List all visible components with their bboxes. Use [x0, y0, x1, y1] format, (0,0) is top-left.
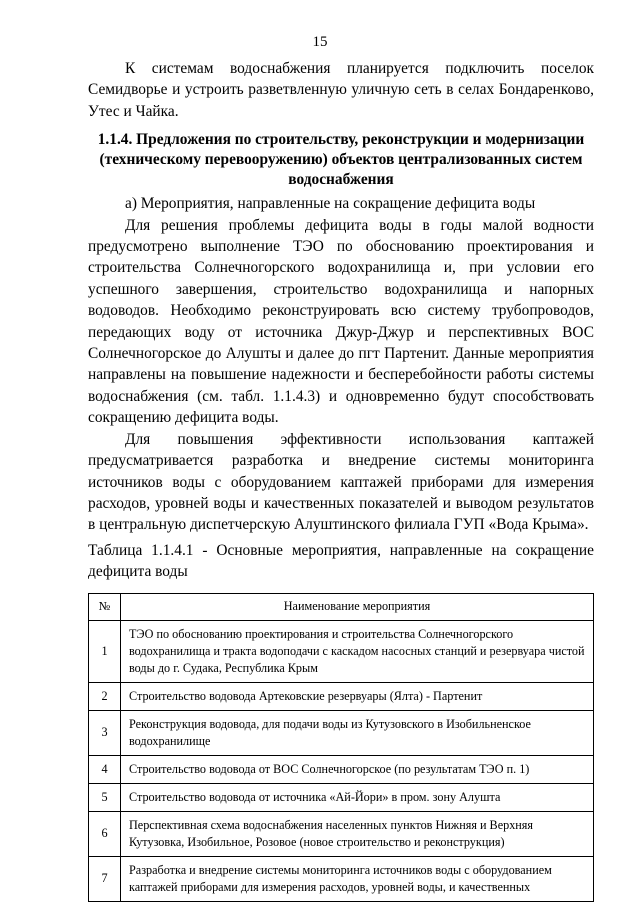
page-number: 15	[312, 34, 328, 50]
section-heading: 1.1.4. Предложения по строительству, реконструкции и модернизации (техническому перевооружению) объектов централизованных систем водоснабжения	[97, 131, 585, 189]
table-caption: Таблица 1.1.4.1 - Основные мероприятия, направленные на сокращение дефицита воды	[88, 541, 594, 581]
row-number: 1	[89, 620, 121, 682]
row-measure-name: Реконструкция водовода, для подачи воды из Кутузовского в Изобильненское водохранилище	[121, 710, 594, 755]
table-row	[89, 710, 594, 755]
table-row	[89, 811, 594, 856]
document-body	[88, 58, 594, 902]
row-number: 7	[89, 856, 121, 901]
row-measure-name: Разработка и внедрение системы мониторинга источников воды с оборудованием каптажей приборами для измерения расходов, уровней воды, и качественных	[121, 856, 594, 901]
table-header-row	[89, 593, 594, 620]
row-number: 3	[89, 710, 121, 755]
header-number: №	[89, 593, 121, 620]
table-row	[89, 755, 594, 783]
paragraph-water-deficit: Для решения проблемы дефицита воды в годы малой водности предусмотрено выполнение ТЭО по обоснованию проектирования и строительства Солнечногорского водохранилища и, при условии его успешного завершения, строительство водохранилища и напорных водоводов. Необходимо реконструировать всю систему трубопроводов, передающих воду от источника Джур-Джур и перспективных ВОС Солнечногорское до Алушты и далее до пгт Партенит. Данные мероприятия направлены на повышение надежности и бесперебойности работы системы водоснабжения (см. табл. 1.1.4.3) и одновременно будут способствовать сокращению дефицита воды.	[88, 216, 594, 427]
row-number: 2	[89, 682, 121, 710]
table-row	[89, 783, 594, 811]
table-row	[89, 682, 594, 710]
row-measure-name: Строительство водовода Артековские резервуары (Ялта) - Партенит	[121, 682, 594, 710]
measures-table	[88, 593, 594, 902]
row-number: 6	[89, 811, 121, 856]
intro-paragraph: К системам водоснабжения планируется подключить поселок Семидворье и устроить разветвленную уличную сеть в селах Бондаренково, Утес и Чайка.	[88, 60, 594, 120]
table-row	[89, 620, 594, 682]
row-measure-name: ТЭО по обоснованию проектирования и строительства Солнечногорского водохранилища и тракта водоподачи с каскадом насосных станций и резервуара чистой воды до г. Судака, Республика Крым	[121, 620, 594, 682]
row-number: 5	[89, 783, 121, 811]
row-measure-name: Строительство водовода от ВОС Солнечногорское (по результатам ТЭО п. 1)	[121, 755, 594, 783]
row-number: 4	[89, 755, 121, 783]
header-measure-name: Наименование мероприятия	[121, 593, 594, 620]
row-measure-name: Перспективная схема водоснабжения населенных пунктов Нижняя и Верхняя Кутузовка, Изобильное, Розовое (новое строительство и реконструкция)	[121, 811, 594, 856]
paragraph-monitoring: Для повышения эффективности использования каптажей предусматривается разработка и внедрение системы мониторинга источников воды с оборудованием каптажей приборами для измерения расходов, уровней воды и качественных показателей и выводом результатов в центральную диспетчерскую Алуштинского филиала ГУП «Вода Крыма».	[88, 430, 594, 534]
row-measure-name: Строительство водовода от источника «Ай-Йори» в пром. зону Алушта	[121, 783, 594, 811]
table-row	[89, 856, 594, 901]
subsection-a-heading: а) Мероприятия, направленные на сокращение дефицита воды	[125, 195, 536, 213]
